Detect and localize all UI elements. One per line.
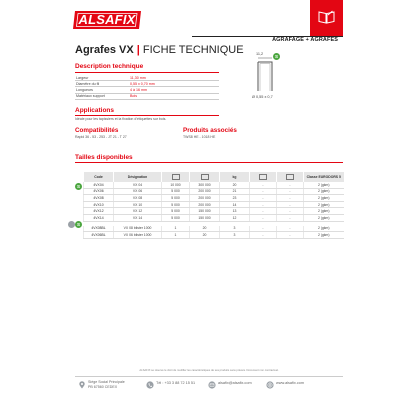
angle-icon: [259, 174, 267, 180]
cell-cls: 2 (gkm): [304, 188, 344, 195]
book-icon: [318, 10, 335, 24]
strength-icon: [286, 174, 294, 180]
box-icon: [172, 174, 180, 180]
cell-c5: -: [250, 214, 277, 221]
spec-label: Longueurs: [75, 87, 129, 93]
spec-value: 4 à 16 mm: [129, 87, 219, 93]
cell-c1: 5 000: [162, 208, 190, 215]
cell-c5: -: [250, 232, 277, 239]
cell-kg: 20: [220, 182, 250, 188]
table-row: [84, 208, 344, 215]
spec-value: 11,30 mm: [129, 75, 219, 81]
cell-c5: -: [250, 201, 277, 208]
cell-desig: VX 08: [114, 195, 162, 202]
cell-c6: -: [277, 226, 304, 232]
row-badge-s: S: [76, 184, 80, 189]
spec-value: 0,55 x 0,70 mm: [129, 81, 219, 87]
sizes-col-header: Code: [84, 172, 114, 182]
cell-c6: -: [277, 214, 304, 221]
cell-c2: 200 000: [190, 188, 220, 195]
cell-kg: 13: [220, 208, 250, 215]
sizes-col-header: [162, 172, 190, 182]
cell-c5: -: [250, 182, 277, 188]
staple-badge: S: [274, 54, 278, 59]
cell-c6: -: [277, 201, 304, 208]
cell-desig: VX 08 blister 1000: [114, 226, 162, 232]
cell-c2: 20: [190, 226, 220, 232]
cell-cls: 2 (gkm): [304, 208, 344, 215]
produits-text: TWS8 HE - 1018 HE: [183, 135, 216, 139]
cell-code: 4VX08: [84, 195, 114, 202]
cell-desig: VX 04: [114, 182, 162, 188]
spec-value: Bois: [129, 93, 219, 99]
sizes-table: [83, 172, 344, 239]
footer-email[interactable]: alsafix@alsafix.com: [218, 381, 252, 385]
applications-rule: [75, 115, 219, 116]
cell-c1: 5 000: [162, 188, 190, 195]
table-row: [84, 201, 344, 208]
cell-cls: 2 (gkm): [304, 226, 344, 232]
cell-kg: 23: [220, 195, 250, 202]
cell-cls: 2 (gkm): [304, 182, 344, 188]
cell-code: 4VX06: [84, 188, 114, 195]
logo-text: ALSAFIX: [78, 12, 136, 27]
cell-c2: 300 000: [190, 182, 220, 188]
cell-c6: -: [277, 208, 304, 215]
sizes-heading: Tailles disponibles: [75, 154, 133, 161]
cell-c2: 150 000: [190, 208, 220, 215]
produits-heading: Produits associés: [183, 127, 237, 134]
table-row: [84, 232, 344, 239]
address-line-2: PB 67560 CEDEX: [88, 384, 118, 389]
footer-phone: Tél : +33 3 88 72 15 51: [156, 381, 196, 385]
address-line-1: Siège Social Principale: [88, 380, 125, 384]
footer-address: [88, 380, 125, 389]
cell-kg: 21: [220, 188, 250, 195]
cell-c6: -: [277, 232, 304, 239]
cell-desig: VX 06: [114, 188, 162, 195]
cell-c2: 200 000: [190, 201, 220, 208]
cell-c2: 20: [190, 232, 220, 239]
cell-c2: 150 000: [190, 214, 220, 221]
alsafix-logo: [71, 9, 143, 31]
cell-desig: VX 10: [114, 201, 162, 208]
cell-c1: 5 000: [162, 195, 190, 202]
header-red-tab: [310, 0, 343, 36]
title-product: Agrafes VX: [75, 44, 134, 56]
staple-drawing: [238, 53, 300, 95]
applications-heading: Applications: [75, 107, 115, 114]
cell-c6: -: [277, 182, 304, 188]
cell-cls: 2 (gkm): [304, 195, 344, 202]
cell-c1: 1: [162, 226, 190, 232]
table-row: [84, 188, 344, 195]
cell-kg: 14: [220, 201, 250, 208]
cell-c1: 5 000: [162, 214, 190, 221]
spec-label: Matériaux support: [75, 93, 129, 99]
footer-rule: [75, 376, 343, 377]
cell-kg: 12: [220, 214, 250, 221]
legal-note: ALSAFIX se réserve le droit de modifier les caractéristiques de ses produits sans préavis. Document non contractuel.: [139, 369, 279, 372]
pallet-icon: [201, 174, 209, 180]
staple-width-label: 11,2: [256, 52, 264, 56]
spec-label: Diamètre du fil: [75, 81, 129, 87]
cell-code: 4VX12: [84, 208, 114, 215]
footer-web[interactable]: www.alsafix.com: [276, 381, 305, 385]
cell-desig: VX 12: [114, 208, 162, 215]
cell-code: 4VX14: [84, 214, 114, 221]
cell-c5: -: [250, 195, 277, 202]
cell-kg: 3: [220, 232, 250, 239]
cell-kg: 3: [220, 226, 250, 232]
sizes-col-header: Classe EURODORS 5: [304, 172, 344, 182]
cell-c2: 200 000: [190, 195, 220, 202]
cell-c1: 5 000: [162, 201, 190, 208]
sizes-col-header: Désignation: [114, 172, 162, 182]
header-subtitle: AGRAFAGE + AGRAFES: [272, 37, 338, 43]
title-doc-type: FICHE TECHNIQUE: [142, 44, 244, 56]
cell-c5: -: [250, 226, 277, 232]
table-row: [84, 214, 344, 221]
description-rule: [75, 72, 219, 73]
cell-c1: 10 000: [162, 182, 190, 188]
sizes-col-header: [250, 172, 277, 182]
cell-code: 4VX06BL: [84, 232, 114, 239]
sizes-col-header: [190, 172, 220, 182]
globe-icon: [266, 381, 274, 389]
cell-code: 4VX10: [84, 201, 114, 208]
spec-table: [75, 75, 219, 100]
email-icon: [208, 381, 216, 389]
row-badge-s: S: [76, 222, 80, 227]
cell-cls: 2 (gkm): [304, 214, 344, 221]
location-pin-icon: [78, 381, 86, 389]
table-row: [84, 195, 344, 202]
cell-c1: 1: [162, 232, 190, 239]
cell-c6: -: [277, 188, 304, 195]
spec-row: [75, 93, 219, 99]
phone-icon: [146, 381, 154, 389]
row-badge-s-grey: [68, 221, 75, 228]
staple-wire-label: Ø 0,55 x 0,7: [252, 95, 273, 99]
cell-code: 4VX04: [84, 182, 114, 188]
cell-cls: 2 (gkm): [304, 201, 344, 208]
cell-desig: VX 14: [114, 214, 162, 221]
cell-c5: -: [250, 188, 277, 195]
cell-c5: -: [250, 208, 277, 215]
compat-text: Rapid 36 - 53 - 253 - JT 21 - T 27: [75, 135, 127, 139]
cell-cls: 2 (gkm): [304, 232, 344, 239]
spec-label: Largeur: [75, 75, 129, 81]
description-heading: Description technique: [75, 63, 144, 70]
sizes-col-header: [277, 172, 304, 182]
page-title: [75, 44, 244, 56]
cell-code: 4VX08BL: [84, 226, 114, 232]
title-separator: |: [136, 44, 140, 56]
cell-desig: VX 06 blister 1000: [114, 232, 162, 239]
sizes-col-header: kg: [220, 172, 250, 182]
cell-c6: -: [277, 195, 304, 202]
applications-text: Idéale pour les tapissiers et la fixation d'étiquettes sur bois.: [75, 117, 167, 121]
compat-heading: Compatibilités: [75, 127, 119, 134]
sizes-rule: [75, 162, 343, 163]
